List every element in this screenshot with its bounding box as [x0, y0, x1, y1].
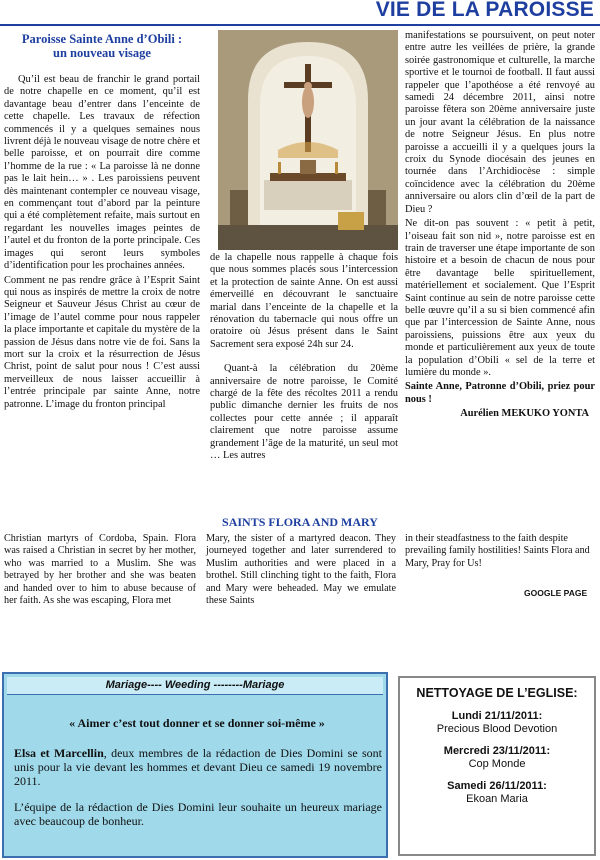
- article-paragraph: Quant-à la célébration du 20ème anniversaire de notre paroisse, le Comité chargé de la fête des récoltes 2011 a rendu public dimanche dernier les fruits de nos collectes pour cette année ; il apparaît clairement que notre paroisse assume grandement l’âge de la maturité, un seul mot … Les autres: [210, 363, 398, 462]
- nettoyage-entry: Samedi 26/11/2011: Ekoan Maria: [447, 780, 547, 805]
- mariage-quote: « Aimer c’est tout donner et se donner soi-même »: [69, 716, 325, 730]
- article-title: Paroisse Sainte Anne d’Obili : un nouveau visage: [21, 32, 183, 60]
- section-title: VIE DE LA PAROISSE: [375, 0, 594, 21]
- article-closing: Sainte Anne, Patronne d’Obili, priez pour nous !: [405, 381, 595, 405]
- mariage-paragraph: L’équipe de la rédaction de Dies Domini leur souhaite un heureux mariage avec beaucoup de bonheur.: [14, 800, 382, 828]
- nettoyage-entry: Mercredi 23/11/2011: Cop Monde: [443, 745, 551, 770]
- nettoyage-title: NETTOYAGE DE L’EGLISE:: [416, 686, 578, 700]
- saints-source: GOOGLE PAGE: [524, 588, 588, 598]
- mariage-paragraph: Elsa et Marcellin, deux membres de la rédaction de Dies Domini se sont unis pour la vie devant les hommes et devant Dieu ce samedi 19 novembre 2011.: [14, 746, 383, 788]
- article-author: Aurélien MEKUKO YONTA: [460, 408, 589, 420]
- nettoyage-entry: Lundi 21/11/2011: Precious Blood Devotion: [436, 710, 558, 735]
- article-column-2: [210, 252, 398, 500]
- altar-illustration: [218, 30, 398, 250]
- mariage-box: [2, 672, 388, 858]
- mariage-body: [14, 746, 382, 840]
- article-column-1: [4, 32, 200, 500]
- article-paragraph: Qu’il est beau de franchir le grand portail de notre chapelle en ce moment, qu’il est davantage beau d’entrer dans l’enceinte de cette chapelle. Les travaux de réfection commencés il y a quelques semaines nous livrent déjà le nouveau visage de notre chère et belle paroisse, et on pourrait dire comme l’homme de la rue : « La paroisse là ne donne pas le lait hein… » . Les paroissiens peuvent dès maintenant contempler ce nouveau visage, en commençant tout d’abord par la peinture qui a été complètement refaite, mais surtout en regardant les nouvelles images peintes de l’autel et du fronton de la porte principale. Ces images qui seront leurs symboles d’identification pour les prochaines années.: [4, 74, 200, 272]
- saints-title: SAINTS FLORA AND MARY: [222, 515, 378, 529]
- article-paragraph: Ne dit-on pas souvent : « petit à petit, l’oiseau fait son nid », notre paroisse est en train de traverser une étape importante de son histoire et a besoin de chacun de nous pour être davantage belle spirituellement, matériellement et socialement. Que l’Esprit Saint continue au sein de notre paroisse cette belle œuvre qu’il a su si bien commencé afin que par l’intercession de Sainte Anne, nous paroissiens, puissions être aux yeux du monde et particulièrement aux yeux de toute la population d’Obili « sel de la terre et lumière du monde ».: [405, 218, 595, 378]
- masthead: [0, 0, 600, 26]
- church-altar-photo: [218, 30, 398, 250]
- article-paragraph: Comment ne pas rendre grâce à l’Esprit Saint qui nous as inspirés de mettre la croix de notre Seigneur et Sauveur Jésus Christ au cœur de l’image de l’autel comme pour nous rappeler la place importante et capitale du mystère de la passion de Jésus dans notre vie de foi. Sans la mort sur la croix et la résurrection de Jésus Christ, point de salut pour nous ! C’est aussi merveilleux de nous laisser accueillir à l’entrée principale par sainte Anne, notre patronne. L’image du fronton principal: [4, 274, 200, 410]
- article-paragraph: manifestations se poursuivent, on peut noter entre autre les veillées de prière, la grande soirée gastronomique et culturelle, la marche sportive et le tournoi de football. Il faut aussi rappeler que l’apothéose a été renvoyé au samedi 24 décembre 2011, ainsi notre paroisse fêtera son 20ème anniversaire juste un jour avant la célébration de la naissance de notre Seigneur Jésus. En plus notre paroisse a accueilli il y a quelques jours la croix du Synode diocésain des jeunes en tournée dans l’Archidiocèse : simple coïncidence avec la célébration du 20ème anniversaire ou alors clin d’œil de la part de Dieu ?: [405, 30, 595, 215]
- article-paragraph: de la chapelle nous rappelle à chaque fois que nous sommes placés sous l’intercession et la protection de sainte Anne. On est aussi émerveillé en découvrant le sanctuaire marial dans l’enceinte de la chapelle et la rénovation du tabernacle qui nous offre un oratoire où Jésus présent dans le Saint Sacrement sera exposé 24h sur 24.: [210, 252, 398, 350]
- saints-column-3: in their steadfastness to the faith despite prevailing family hostilities! Saints Flora and Mary, Pray for Us!: [405, 533, 590, 569]
- saints-column-1: Christian martyrs of Cordoba, Spain. Flora was raised a Christian in secret by her mother, who was married to a Muslim. She was betrayed by her brother and she was beaten and handed over to him to abuse because of her faith. As she was escaping, Flora met: [4, 533, 196, 607]
- article-column-3: [405, 30, 595, 500]
- couple-names: Elsa et Marcellin: [14, 746, 104, 760]
- nettoyage-box: [398, 676, 596, 856]
- saints-column-2: Mary, the sister of a martyred deacon. They journeyed together and later surrendered to Muslim authorities and were placed in a brothel. Still clinching tight to the faith, Flora and Mary were beheaded. May we emulate these Saints: [206, 533, 396, 607]
- mariage-header: Mariage---- Weeding --------Mariage: [7, 677, 383, 695]
